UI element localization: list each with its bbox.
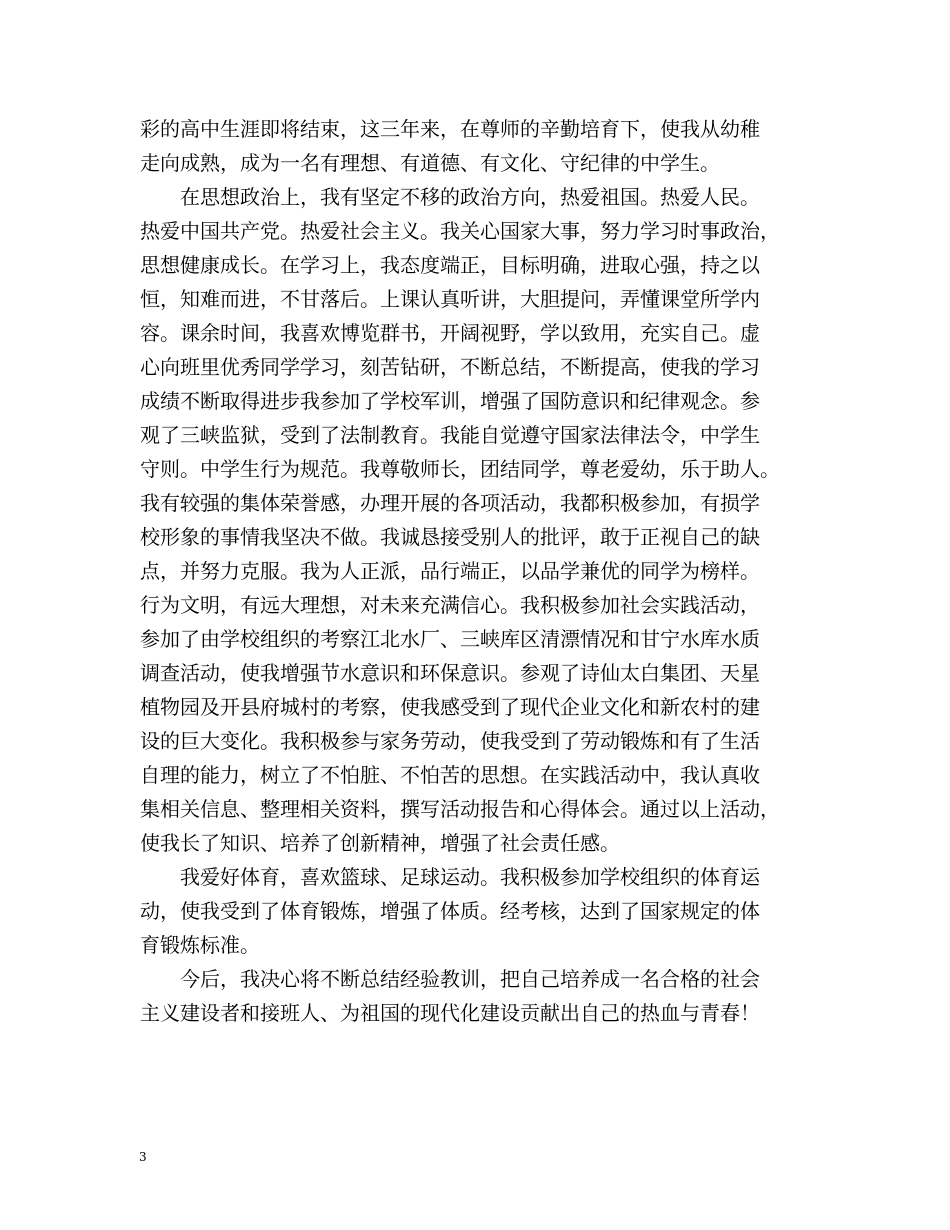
text-line: 我有较强的集体荣誉感，办理开展的各项活动，我都积极参加，有损学 [140, 491, 760, 515]
text-line: 主义建设者和接班人、为祖国的现代化建设贡献出自己的热血与青春！ [140, 1001, 760, 1025]
body-text [140, 112, 820, 1030]
text-line: 点，并努力克服。我为人正派，品行端正，以品学兼优的同学为榜样。 [140, 559, 760, 583]
text-line: 育锻炼标准。 [140, 933, 260, 957]
text-line: 集相关信息、整理相关资料，撰写活动报告和心得体会。通过以上活动， [140, 797, 780, 821]
text-line: 走向成熟，成为一名有理想、有道德、有文化、守纪律的中学生。 [140, 151, 720, 175]
text-line: 植物园及开县府城村的考察，使我感受到了现代企业文化和新农村的建 [140, 695, 760, 719]
text-line: 成绩不断取得进步我参加了学校军训，增强了国防意识和纪律观念。参 [140, 389, 760, 413]
text-line: 观了三峡监狱，受到了法制教育。我能自觉遵守国家法律法令，中学生 [140, 423, 760, 447]
paragraph-start-line: 我爱好体育，喜欢篮球、足球运动。我积极参加学校组织的体育运 [140, 865, 760, 889]
text-line: 恒，知难而进，不甘落后。上课认真听讲，大胆提问，弄懂课堂所学内 [140, 287, 760, 311]
text-line: 心向班里优秀同学学习，刻苦钻研，不断总结，不断提高，使我的学习 [140, 355, 760, 379]
text-line: 设的巨大变化。我积极参与家务劳动，使我受到了劳动锻炼和有了生活 [140, 729, 760, 753]
paragraph-start-line: 今后，我决心将不断总结经验教训，把自己培养成一名合格的社会 [140, 967, 760, 991]
text-line: 思想健康成长。在学习上，我态度端正，目标明确，进取心强，持之以 [140, 253, 760, 277]
text-line: 校形象的事情我坚决不做。我诚恳接受别人的批评，敢于正视自己的缺 [140, 525, 760, 549]
text-line: 动，使我受到了体育锻炼，增强了体质。经考核，达到了国家规定的体 [140, 899, 760, 923]
text-line: 自理的能力，树立了不怕脏、不怕苦的思想。在实践活动中，我认真收 [140, 763, 760, 787]
text-line: 守则。中学生行为规范。我尊敬师长，团结同学，尊老爱幼，乐于助人。 [140, 457, 780, 481]
text-line: 调查活动，使我增强节水意识和环保意识。参观了诗仙太白集团、天星 [140, 661, 760, 685]
page-number: 3 [139, 1150, 147, 1164]
text-line: 使我长了知识、培养了创新精神，增强了社会责任感。 [140, 831, 620, 855]
paragraph-start-line: 在思想政治上，我有坚定不移的政治方向，热爱祖国。热爱人民。 [140, 185, 760, 209]
text-line: 热爱中国共产党。热爱社会主义。我关心国家大事，努力学习时事政治， [140, 219, 780, 243]
text-line: 行为文明，有远大理想，对未来充满信心。我积极参加社会实践活动， [140, 593, 760, 617]
text-line: 彩的高中生涯即将结束，这三年来，在尊师的辛勤培育下，使我从幼稚 [140, 117, 760, 141]
text-line: 参加了由学校组织的考察江北水厂、三峡库区清漂情况和甘宁水库水质 [140, 627, 760, 651]
text-line: 容。课余时间，我喜欢博览群书，开阔视野，学以致用，充实自己。虚 [140, 321, 760, 345]
